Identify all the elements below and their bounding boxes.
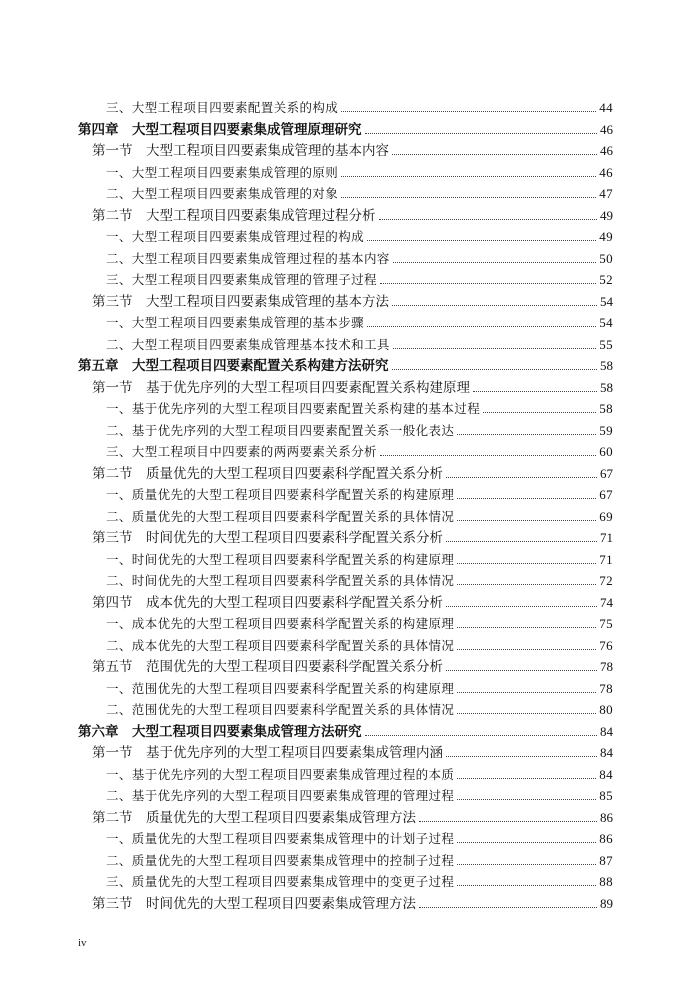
toc-entry-title: 第三节 时间优先的大型工程项目四要素科学配置关系分析 [92, 530, 443, 546]
toc-entry-item[interactable] [106, 417, 613, 439]
toc-entry-chapter[interactable] [78, 116, 613, 138]
toc-entry-item[interactable] [106, 675, 613, 697]
toc-entry-title: 二、时间优先的大型工程项目四要素科学配置关系的具体情况 [106, 573, 455, 588]
toc-entry-item[interactable] [106, 159, 613, 181]
toc-entry-page-number: 49 [599, 229, 613, 244]
toc-entry-item[interactable] [106, 331, 613, 353]
dot-leader [473, 391, 597, 392]
dot-leader [367, 326, 596, 327]
toc-entry-chapter[interactable] [78, 718, 613, 740]
toc-entry-title: 一、范围优先的大型工程项目四要素科学配置关系的构建原理 [106, 680, 455, 696]
toc-entry-title: 第四节 成本优先的大型工程项目四要素科学配置关系分析 [92, 594, 443, 611]
toc-entry-section[interactable] [92, 137, 613, 159]
toc-entry-page-number: 69 [599, 508, 613, 524]
toc-entry-title: 第五节 范围优先的大型工程项目四要素科学配置关系分析 [92, 659, 443, 675]
toc-entry-item[interactable] [106, 868, 613, 890]
toc-entry-chapter[interactable] [78, 352, 613, 374]
toc-entry-section[interactable] [92, 739, 613, 761]
toc-entry-section[interactable] [92, 653, 613, 675]
toc-entry-title: 一、大型工程项目四要素集成管理过程的构成 [106, 229, 365, 244]
toc-entry-title: 第四章 大型工程项目四要素集成管理原理研究 [78, 121, 362, 138]
dot-leader [457, 627, 596, 628]
toc-entry-page-number: 49 [600, 207, 613, 223]
dot-leader [457, 842, 596, 843]
toc-entry-item[interactable] [106, 266, 613, 288]
toc-entry-section[interactable] [92, 589, 613, 611]
dot-leader [446, 756, 597, 757]
toc-entry-title: 一、质量优先的大型工程项目四要素科学配置关系的构建原理 [106, 487, 455, 502]
toc-entry-title: 二、范围优先的大型工程项目四要素科学配置关系的具体情况 [106, 702, 455, 717]
dot-leader [393, 262, 596, 263]
dot-leader [457, 885, 596, 886]
dot-leader [379, 219, 598, 220]
toc-entry-item[interactable] [106, 245, 613, 267]
dot-leader [457, 864, 596, 865]
toc-entry-item[interactable] [106, 309, 613, 331]
toc-entry-page-number: 86 [599, 831, 613, 846]
toc-entry-item[interactable] [106, 761, 613, 783]
toc-entry-item[interactable] [106, 782, 613, 804]
toc-entry-title: 第六章 大型工程项目四要素集成管理方法研究 [78, 723, 362, 740]
toc-entry-title: 二、基于优先序列的大型工程项目四要素配置关系一般化表达 [106, 422, 455, 438]
toc-entry-page-number: 75 [599, 616, 613, 631]
toc-entry-title: 二、大型工程项目四要素集成管理的对象 [106, 186, 339, 201]
dot-leader [446, 541, 597, 542]
toc-entry-title: 二、大型工程项目四要素集成管理过程的基本内容 [106, 250, 390, 266]
dot-leader [392, 154, 597, 155]
toc-entry-item[interactable] [106, 438, 613, 460]
toc-entry-page-number: 84 [599, 766, 613, 782]
toc-entry-item[interactable] [106, 610, 613, 632]
toc-entry-section[interactable] [92, 374, 613, 396]
toc-entry-title: 二、大型工程项目四要素集成管理基本技术和工具 [106, 336, 390, 352]
toc-entry-page-number: 89 [600, 895, 613, 911]
toc-entry-section[interactable] [92, 804, 613, 826]
toc-entry-page-number: 88 [599, 874, 613, 889]
toc-entry-title: 第三节 时间优先的大型工程项目四要素集成管理方法 [92, 895, 416, 912]
toc-entry-title: 三、大型工程项目四要素配置关系的构成 [106, 100, 339, 115]
dot-leader [380, 283, 596, 284]
dot-leader [457, 498, 596, 499]
toc-entry-page-number: 54 [599, 315, 613, 330]
toc-entry-page-number: 58 [599, 401, 613, 416]
dot-leader [457, 520, 596, 521]
toc-entry-page-number: 46 [599, 164, 613, 180]
toc-entry-title: 第二节 质量优先的大型工程项目四要素集成管理方法 [92, 809, 416, 826]
toc-entry-page-number: 87 [599, 852, 613, 868]
dot-leader [457, 563, 596, 564]
toc-entry-title: 一、基于优先序列的大型工程项目四要素集成管理过程的本质 [106, 766, 455, 782]
toc-entry-section[interactable] [92, 202, 613, 224]
page-folio: iv [78, 937, 87, 949]
dot-leader [392, 369, 598, 370]
dot-leader [365, 133, 598, 134]
toc-entry-page-number: 46 [600, 121, 613, 137]
dot-leader [457, 713, 596, 714]
dot-leader [341, 197, 596, 198]
toc-entry-page-number: 78 [600, 659, 613, 674]
toc-entry-section[interactable] [92, 524, 613, 546]
toc-entry-item[interactable] [106, 567, 613, 589]
toc-entry-item[interactable] [106, 632, 613, 654]
toc-entry-page-number: 71 [599, 551, 613, 567]
toc-entry-title: 二、质量优先的大型工程项目四要素集成管理中的控制子过程 [106, 852, 455, 868]
dot-leader [419, 907, 597, 908]
dot-leader [483, 412, 596, 413]
dot-leader [457, 692, 596, 693]
dot-leader [341, 111, 596, 112]
toc-entry-title: 一、成本优先的大型工程项目四要素科学配置关系的构建原理 [106, 616, 455, 631]
toc-entry-title: 三、大型工程项目中四要素的两两要素关系分析 [106, 444, 377, 459]
toc-entry-page-number: 46 [600, 143, 613, 158]
dot-leader [446, 606, 597, 607]
toc-entry-page-number: 58 [600, 358, 613, 373]
toc-entry-item[interactable] [106, 180, 613, 202]
dot-leader [457, 584, 596, 585]
toc-entry-item[interactable] [106, 503, 613, 525]
toc-entry-item[interactable] [106, 825, 613, 847]
dot-leader [380, 455, 596, 456]
toc-entry-title: 三、质量优先的大型工程项目四要素集成管理中的变更子过程 [106, 874, 455, 889]
toc-entry-page-number: 67 [599, 487, 613, 502]
toc-entry-page-number: 67 [600, 465, 613, 481]
dot-leader [365, 735, 598, 736]
toc-entry-page-number: 85 [599, 788, 613, 803]
toc-entry-title: 第一节 大型工程项目四要素集成管理的基本内容 [92, 143, 389, 159]
toc-entry-title: 一、大型工程项目四要素集成管理的原则 [106, 164, 339, 180]
dot-leader [457, 434, 596, 435]
toc-entry-title: 二、基于优先序列的大型工程项目四要素集成管理的管理过程 [106, 788, 455, 803]
toc-entry-title: 第二节 质量优先的大型工程项目四要素科学配置关系分析 [92, 465, 443, 482]
toc-entry-page-number: 52 [599, 272, 613, 287]
toc-entry-page-number: 84 [600, 723, 613, 739]
toc-entry-title: 一、基于优先序列的大型工程项目四要素配置关系构建的基本过程 [106, 401, 481, 416]
toc-entry-title: 第一节 基于优先序列的大型工程项目四要素配置关系构建原理 [92, 379, 470, 396]
toc-entry-item[interactable] [106, 94, 613, 116]
toc-entry-section[interactable] [92, 890, 613, 912]
toc-entry-item[interactable] [106, 847, 613, 869]
toc-entry-page-number: 71 [600, 530, 613, 545]
toc-entry-page-number: 76 [599, 637, 613, 653]
toc-entry-title: 一、大型工程项目四要素集成管理的基本步骤 [106, 315, 365, 330]
toc-entry-title: 一、时间优先的大型工程项目四要素科学配置关系的构建原理 [106, 551, 455, 567]
toc-entry-page-number: 59 [599, 422, 613, 438]
dot-leader [457, 799, 596, 800]
toc-entry-title: 第一节 基于优先序列的大型工程项目四要素集成管理内涵 [92, 745, 443, 761]
toc-entry-page-number: 74 [600, 594, 613, 610]
toc-entry-item[interactable] [106, 481, 613, 503]
toc-entry-page-number: 84 [600, 745, 613, 760]
toc-entry-title: 三、大型工程项目四要素集成管理的管理子过程 [106, 272, 377, 287]
toc-entry-title: 第三节 大型工程项目四要素集成管理的基本方法 [92, 293, 389, 310]
toc-entry-item[interactable] [106, 395, 613, 417]
toc-entry-item[interactable] [106, 223, 613, 245]
toc-entry-title: 一、质量优先的大型工程项目四要素集成管理中的计划子过程 [106, 831, 455, 846]
toc-entry-title: 第二节 大型工程项目四要素集成管理过程分析 [92, 207, 376, 224]
dot-leader [419, 821, 597, 822]
toc-entry-page-number: 78 [599, 680, 613, 696]
toc-entry-page-number: 72 [599, 573, 613, 588]
dot-leader [446, 670, 597, 671]
toc-entry-page-number: 60 [599, 444, 613, 459]
dot-leader [457, 649, 596, 650]
toc-entry-page-number: 47 [599, 186, 613, 201]
toc-entry-page-number: 54 [600, 293, 613, 309]
toc-entry-title: 第五章 大型工程项目四要素配置关系构建方法研究 [78, 358, 389, 374]
toc-entry-title: 二、成本优先的大型工程项目四要素科学配置关系的具体情况 [106, 637, 455, 653]
toc-entry-item[interactable] [106, 546, 613, 568]
dot-leader [393, 348, 596, 349]
toc-entry-page-number: 50 [599, 250, 613, 266]
toc-entry-page-number: 58 [600, 379, 613, 395]
toc-entry-page-number: 80 [599, 702, 613, 717]
dot-leader [457, 778, 596, 779]
dot-leader [392, 305, 597, 306]
dot-leader [341, 176, 596, 177]
toc-entry-item[interactable] [106, 696, 613, 718]
dot-leader [367, 240, 596, 241]
toc-entry-page-number: 55 [599, 336, 613, 352]
dot-leader [446, 477, 597, 478]
toc-entry-page-number: 86 [600, 809, 613, 825]
toc-entry-title: 二、质量优先的大型工程项目四要素科学配置关系的具体情况 [106, 508, 455, 524]
toc-entry-page-number: 44 [599, 100, 613, 115]
toc-entry-section[interactable] [92, 288, 613, 310]
toc-entry-section[interactable] [92, 460, 613, 482]
